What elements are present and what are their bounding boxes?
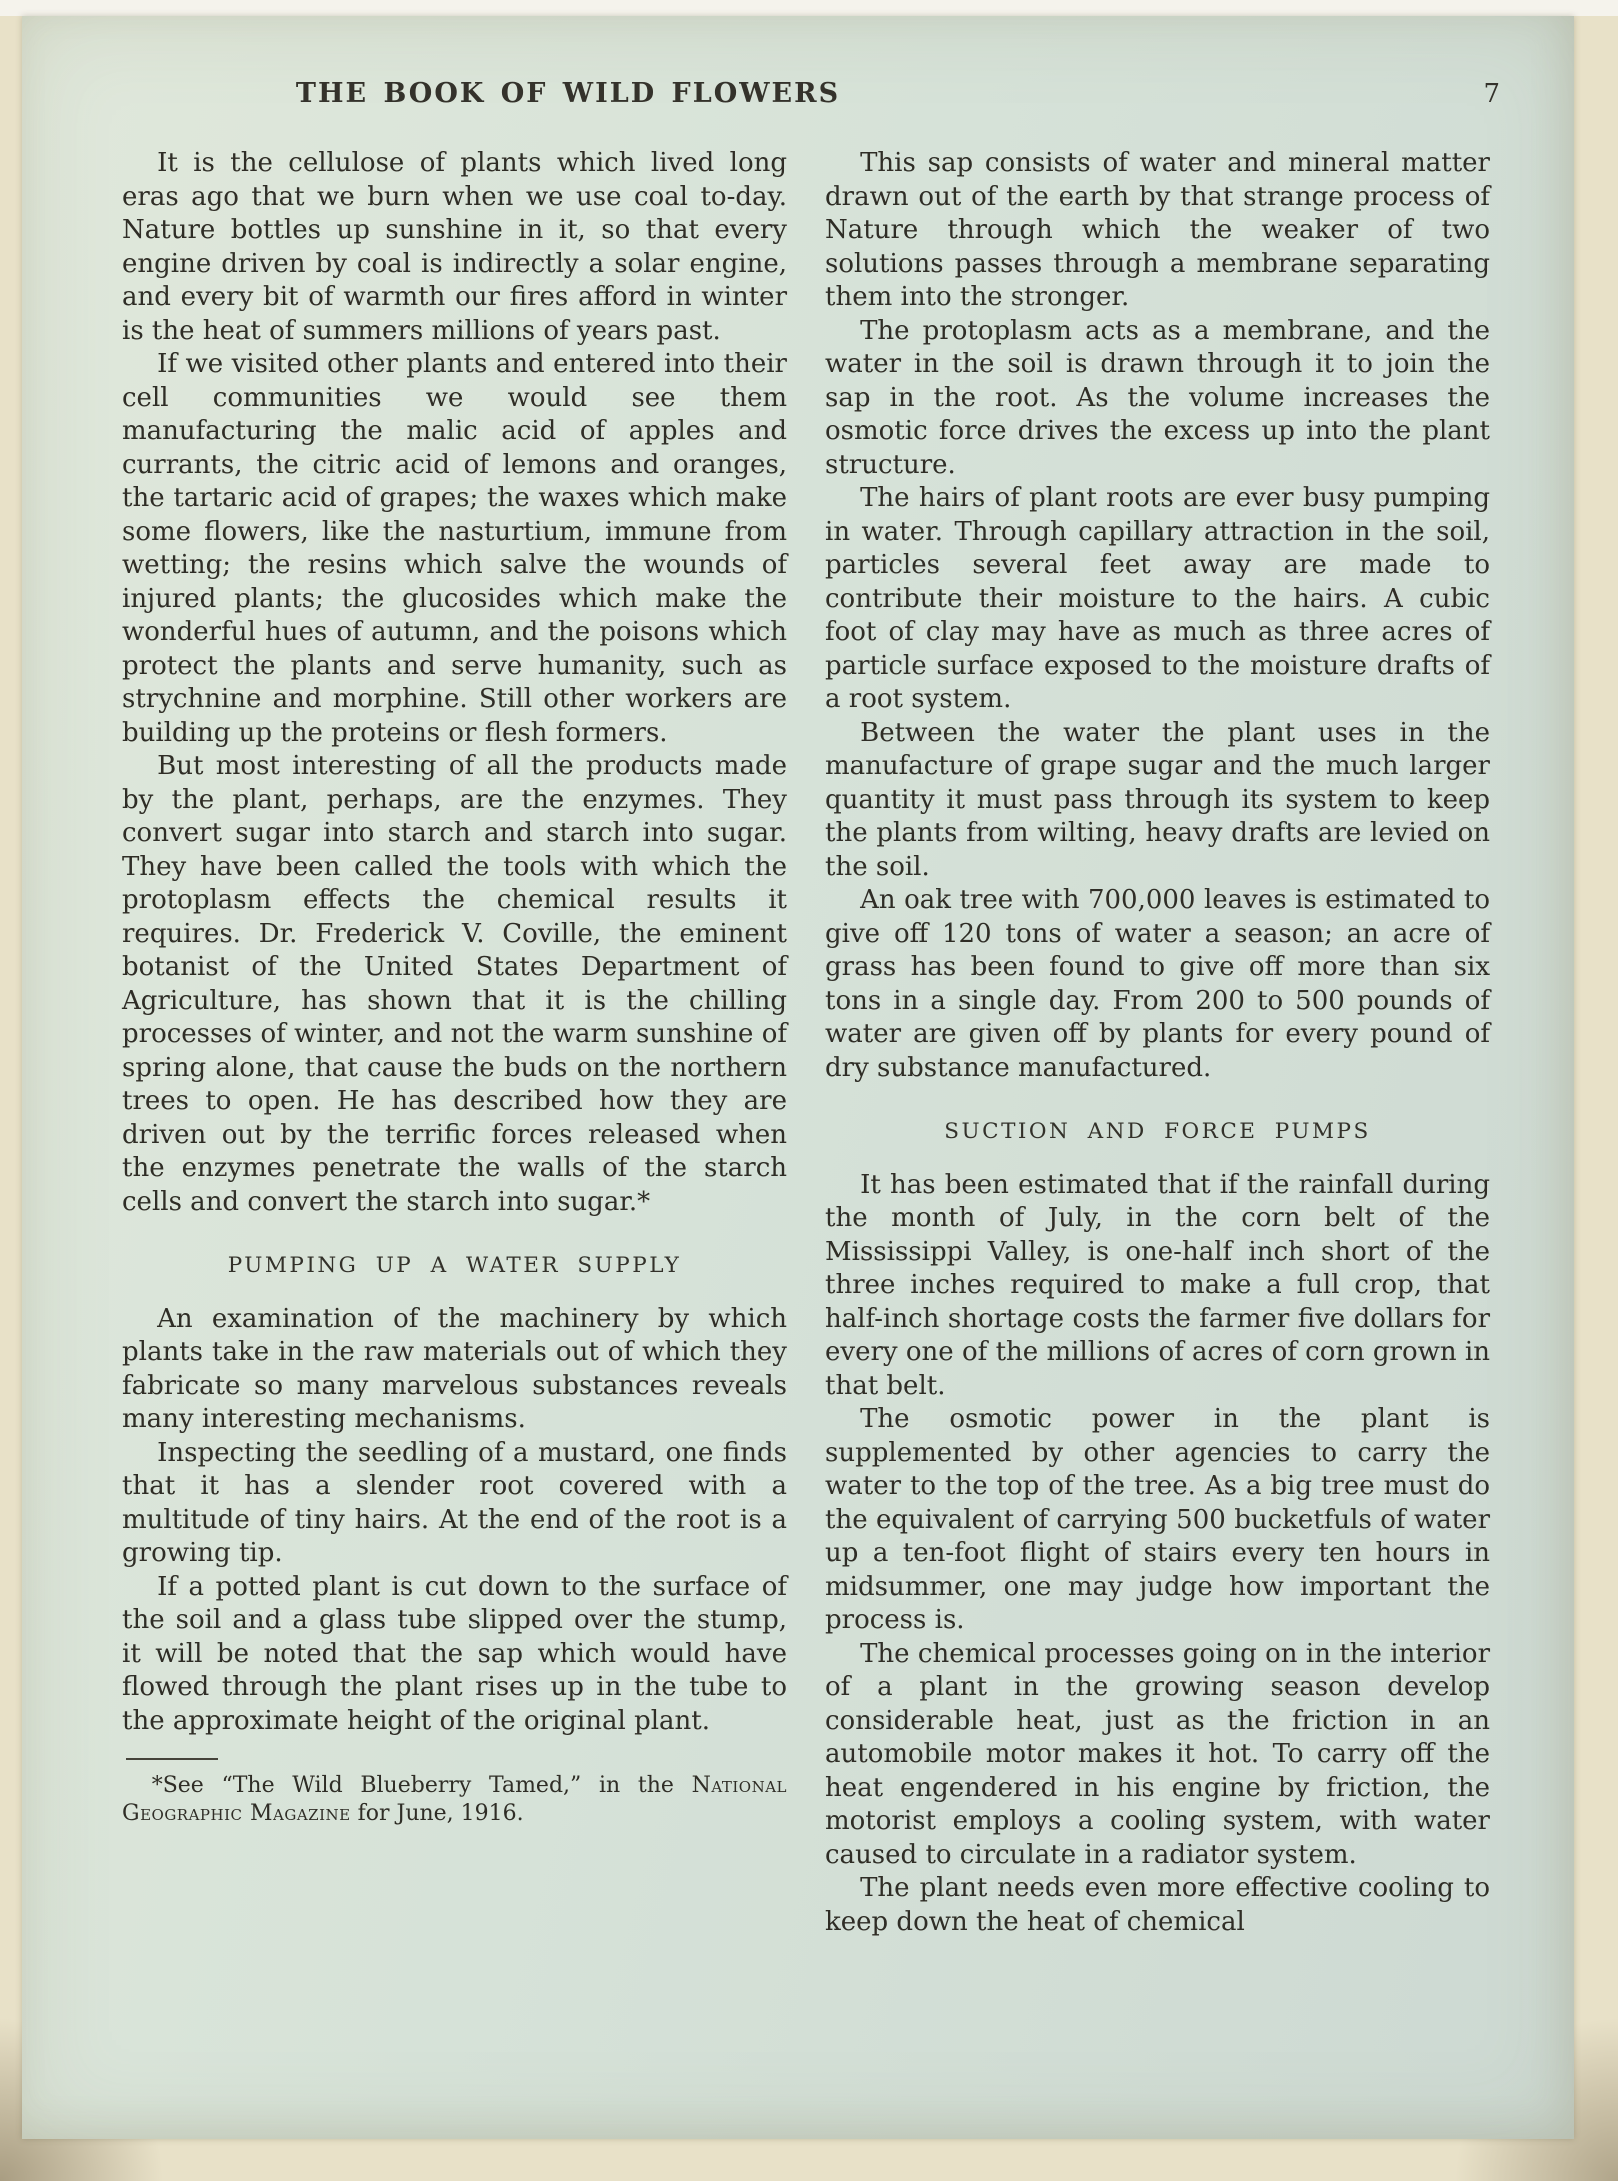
section-heading-suction: SUCTION AND FORCE PUMPS	[944, 1119, 1371, 1144]
right-column	[825, 147, 1490, 1939]
paragraph: Between the water the plant uses in the manufacture of grape sugar and the much larger quantity it must pass through its system to keep the plants from wilting, heavy drafts are levied on the soil.	[825, 717, 1490, 882]
footnote-text: for June, 1916.	[350, 1801, 524, 1826]
paragraph: The osmotic power in the plant is supplemented by other agencies to carry the water to the top of the tree. As a big tree must do the equivalent of carrying 500 bucketfuls of water up a ten-foot flight of stairs every ten hours in midsummer, one may judge how important the process is.	[825, 1404, 1490, 1635]
section-heading-pumping: PUMPING UP A WATER SUPPLY	[227, 1253, 682, 1278]
footnote-rule	[126, 1758, 218, 1760]
paragraph: The hairs of plant roots are ever busy pumping in water. Through capillary attraction in the soil, particles several feet away are made to contribute their moisture to the hairs. A cubic foot of clay may have as much as three acres of particle surface exposed to the moisture drafts of a root system.	[825, 483, 1490, 714]
paragraph: It is the cellulose of plants which lived long eras ago that we burn when we use coal to-day. Nature bottles up sunshine in it, so that every engine driven by coal is indirectly a solar engine, and every bit of warmth our fires afford in winter is the heat of summers millions of years past.	[122, 148, 787, 346]
text-columns	[22, 147, 1574, 1939]
page-title: THE BOOK OF WILD FLOWERS	[295, 78, 841, 109]
paragraph: An examination of the machinery by which plants take in the raw materials out of which they fabricate so many marvelous substances reveals many interesting mechanisms.	[122, 1303, 787, 1434]
book-page	[22, 16, 1574, 2139]
paragraph: An oak tree with 700,000 leaves is estimated to give off 120 tons of water a season; an acre of grass has been found to give off more than six tons in a single day. From 200 to 500 pounds of water are given off by plants for every pound of dry substance manufactured.	[825, 885, 1490, 1083]
paragraph: But most interesting of all the products made by the plant, perhaps, are the enzymes. They convert sugar into starch and starch into sugar. They have been called the tools with which the protoplasm effects the chemical results it requires. Dr. Frederick V. Coville, the eminent botanist of the United States Department of Agriculture, has shown that it is the chilling processes of winter, and not the warm sunshine of spring alone, that cause the buds on the northern trees to open. He has described how they are driven out by the terrific forces released when the enzymes penetrate the walls of the starch cells and convert the starch into sugar.*	[122, 751, 787, 1217]
left-column	[122, 147, 787, 1939]
magazine-name: National Geographic Magazine	[122, 1773, 787, 1826]
scan-top-edge	[0, 0, 1618, 16]
paragraph: The chemical processes going on in the interior of a plant in the growing season develop considerable heat, just as the friction in an automobile motor makes it hot. To carry off the heat engendered in his engine by friction, the motorist employs a cooling system, with water caused to circulate in a radiator system.	[825, 1638, 1490, 1870]
footnote	[122, 1772, 787, 1828]
paragraph: The plant needs even more effective cooling to keep down the heat of chemical	[825, 1873, 1490, 1937]
paragraph: The protoplasm acts as a membrane, and the water in the soil is drawn through it to join the sap in the root. As the volume increases the osmotic force drives the excess up into the plant structure.	[825, 315, 1490, 480]
paragraph: If a potted plant is cut down to the surface of the soil and a glass tube slipped over the stump, it will be noted that the sap which would have flowed through the plant rises up in the tube to the approximate height of the original plant.	[122, 1571, 787, 1736]
paragraph: If we visited other plants and entered into their cell communities we would see them manufacturing the malic acid of apples and currants, the citric acid of lemons and oranges, the tartaric acid of grapes; the waxes which make some flowers, like the nasturtium, immune from wetting; the resins which salve the wounds of injured plants; the glucosides which make the wonderful hues of autumn, and the poisons which protect the plants and serve humanity, such as strychnine and morphine. Still other workers are building up the proteins or flesh formers.	[122, 349, 787, 748]
paragraph: Inspecting the seedling of a mustard, one finds that it has a slender root covered with a multitude of tiny hairs. At the end of the root is a growing tip.	[122, 1437, 787, 1568]
paragraph: It has been estimated that if the rainfall during the month of July, in the corn belt of the Mississippi Valley, is one-half inch short of the three inches required to make a full crop, that half-inch shortage costs the farmer five dollars for every one of the millions of acres of corn grown in that belt.	[825, 1169, 1490, 1401]
paragraph: This sap consists of water and mineral matter drawn out of the earth by that strange process of Nature through which the weaker of two solutions passes through a membrane separating them into the stronger.	[825, 148, 1490, 312]
page-number: 7	[1483, 79, 1500, 109]
footnote-text: *See “The Wild Blueberry Tamed,” in the	[151, 1773, 692, 1798]
running-head	[22, 78, 1574, 109]
